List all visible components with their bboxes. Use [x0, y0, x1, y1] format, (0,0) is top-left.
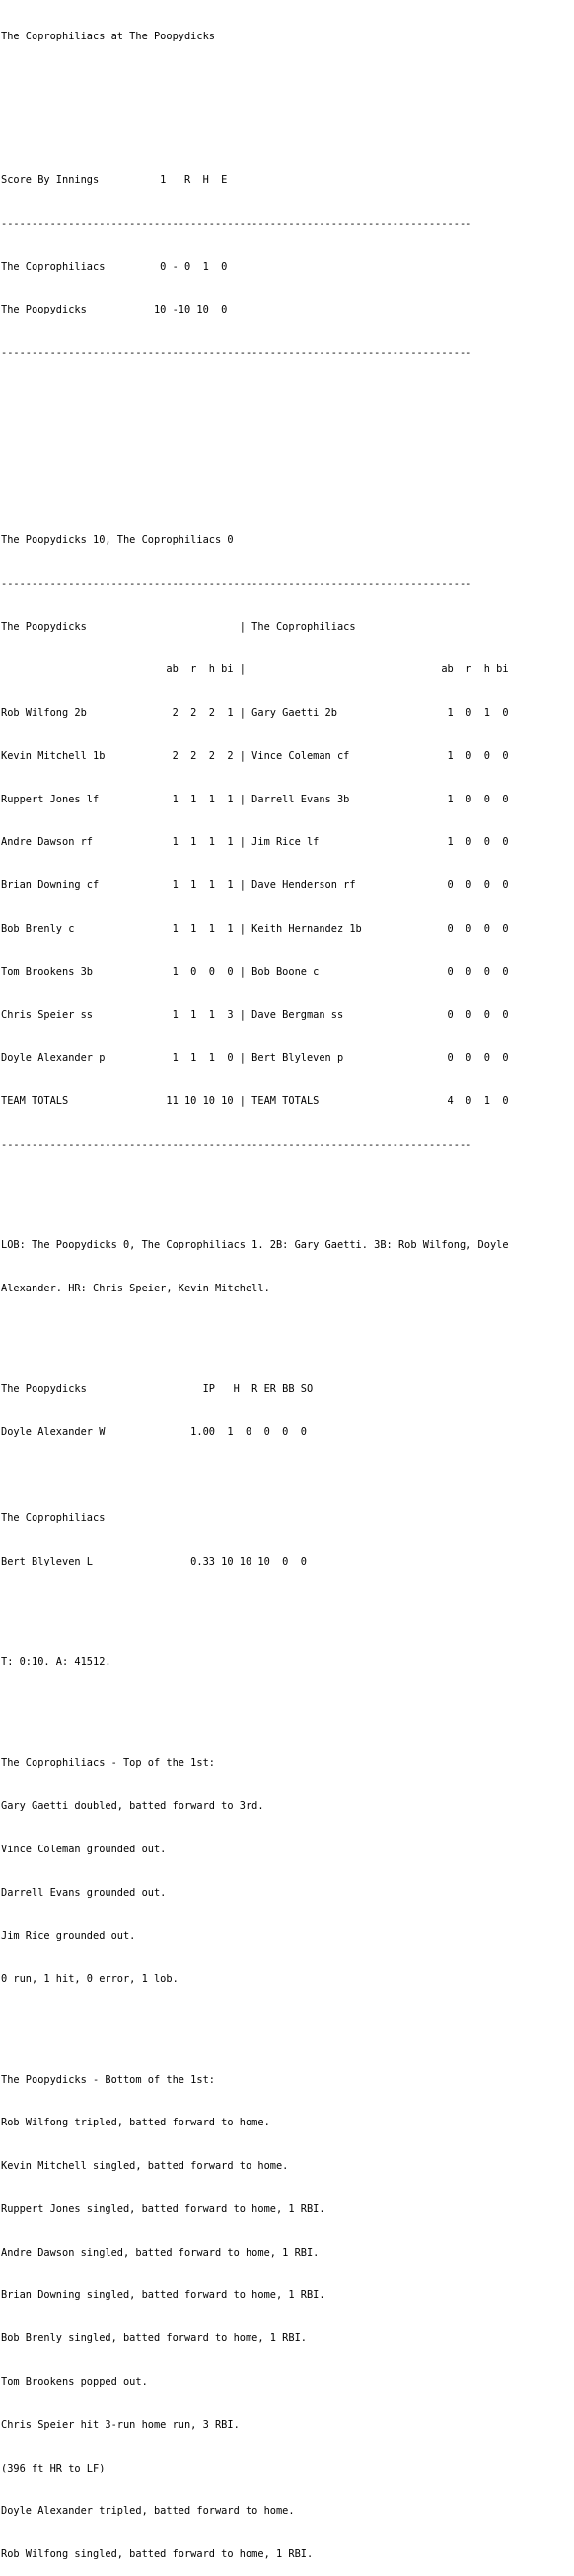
play-line: Rob Wilfong singled, batted forward to home, 1 RBI.	[1, 2548, 314, 2561]
inning-header-bottom-1st: The Poopydicks - Bottom of the 1st:	[1, 2073, 215, 2086]
boxscore-column-header: ab r h bi | ab r h bi	[1, 663, 509, 676]
boxscore-row: Chris Speier ss 1 1 1 3 | Dave Bergman ss 0 0 0 0	[1, 1009, 509, 1021]
divider: -----------------------------------------------------------------------------	[1, 217, 472, 230]
divider: -----------------------------------------------------------------------------	[1, 1138, 472, 1150]
play-line: Chris Speier hit 3-run home run, 3 RBI.	[1, 2418, 240, 2431]
spacer	[1, 1699, 509, 1713]
boxscore-team-header: The Poopydicks | The Coprophiliacs	[1, 620, 356, 633]
divider: -----------------------------------------------------------------------------	[1, 347, 472, 360]
spacer	[1, 1181, 509, 1196]
play-line: Vince Coleman grounded out.	[1, 1844, 167, 1855]
final-score-line: The Poopydicks 10, The Coprophiliacs 0	[1, 533, 234, 546]
time-attendance: T: 0:10. A: 41512.	[1, 1656, 111, 1669]
inning-header-top-1st: The Coprophiliacs - Top of the 1st:	[1, 1757, 215, 1770]
play-line: Darrell Evans grounded out.	[1, 1886, 167, 1899]
pitching-row-home: Doyle Alexander W 1.00 1 0 0 0 0	[1, 1426, 307, 1438]
play-line: Andre Dawson singled, batted forward to home, 1 RBI.	[1, 2246, 320, 2259]
play-line: Brian Downing singled, batted forward to home, 1 RBI.	[1, 2289, 325, 2302]
play-line: Tom Brookens popped out.	[1, 2375, 148, 2388]
boxscore-row: Kevin Mitchell 1b 2 2 2 2 | Vince Coleman cf 1 0 0 0	[1, 749, 509, 762]
linescore-row-away: The Coprophiliacs 0 - 0 1 0	[1, 260, 228, 273]
boxscore-row: Bob Brenly c 1 1 1 1 | Keith Hernandez 1b 0 0 0 0	[1, 923, 509, 935]
boxscore-row: Tom Brookens 3b 1 0 0 0 | Bob Boone c 0 0 0 0	[1, 965, 509, 978]
boxscore-row: Ruppert Jones lf 1 1 1 1 | Darrell Evans 3b 1 0 0 0	[1, 793, 509, 805]
play-line: Kevin Mitchell singled, batted forward to home.	[1, 2160, 289, 2173]
boxscore-row: Rob Wilfong 2b 2 2 2 1 | Gary Gaetti 2b 1 0 1 0	[1, 707, 509, 720]
boxscore-row: Andre Dawson rf 1 1 1 1 | Jim Rice lf 1 0 0 0	[1, 836, 509, 849]
play-line: Jim Rice grounded out.	[1, 1929, 136, 1942]
spacer	[1, 1469, 509, 1484]
play-line: Ruppert Jones singled, batted forward to home, 1 RBI.	[1, 2202, 325, 2215]
spacer	[1, 476, 509, 491]
inning-summary: 0 run, 1 hit, 0 error, 1 lob.	[1, 1973, 179, 1985]
spacer	[1, 1598, 509, 1613]
pitching-header-home: The Poopydicks IP H R ER BB SO	[1, 1383, 314, 1395]
boxscore-row: Brian Downing cf 1 1 1 1 | Dave Henderson rf 0 0 0 0	[1, 879, 509, 892]
spacer	[1, 116, 509, 131]
pitching-header-away: The Coprophiliacs	[1, 1512, 106, 1525]
game-notes-line: LOB: The Poopydicks 0, The Coprophiliacs 1. 2B: Gary Gaetti. 3B: Rob Wilfong, Doyle	[1, 1239, 509, 1252]
spacer	[1, 2015, 509, 2030]
play-line: Gary Gaetti doubled, batted forward to 3rd.	[1, 1800, 264, 1813]
boxscore-totals-row: TEAM TOTALS 11 10 10 10 | TEAM TOTALS 4 0 1 0	[1, 1095, 509, 1108]
game-title: The Coprophiliacs at The Poopydicks	[1, 31, 215, 43]
box-score-document	[1, 1, 509, 2576]
play-line: (396 ft HR to LF)	[1, 2462, 106, 2474]
divider: -----------------------------------------------------------------------------	[1, 577, 472, 590]
linescore-header: Score By Innings 1 R H E	[1, 174, 228, 187]
boxscore-row: Doyle Alexander p 1 1 1 0 | Bert Blyleven p 0 0 0 0	[1, 1052, 509, 1065]
spacer	[1, 73, 509, 88]
spacer	[1, 1325, 509, 1340]
pitching-row-away: Bert Blyleven L 0.33 10 10 10 0 0	[1, 1556, 307, 1568]
play-line: Bob Brenly singled, batted forward to home, 1 RBI.	[1, 2332, 307, 2345]
play-line: Rob Wilfong tripled, batted forward to home.	[1, 2117, 270, 2129]
play-line: Doyle Alexander tripled, batted forward to home.	[1, 2505, 295, 2518]
linescore-row-home: The Poopydicks 10 -10 10 0	[1, 304, 228, 316]
spacer	[1, 433, 509, 448]
spacer	[1, 389, 509, 404]
game-notes-line: Alexander. HR: Chris Speier, Kevin Mitchell.	[1, 1282, 270, 1294]
